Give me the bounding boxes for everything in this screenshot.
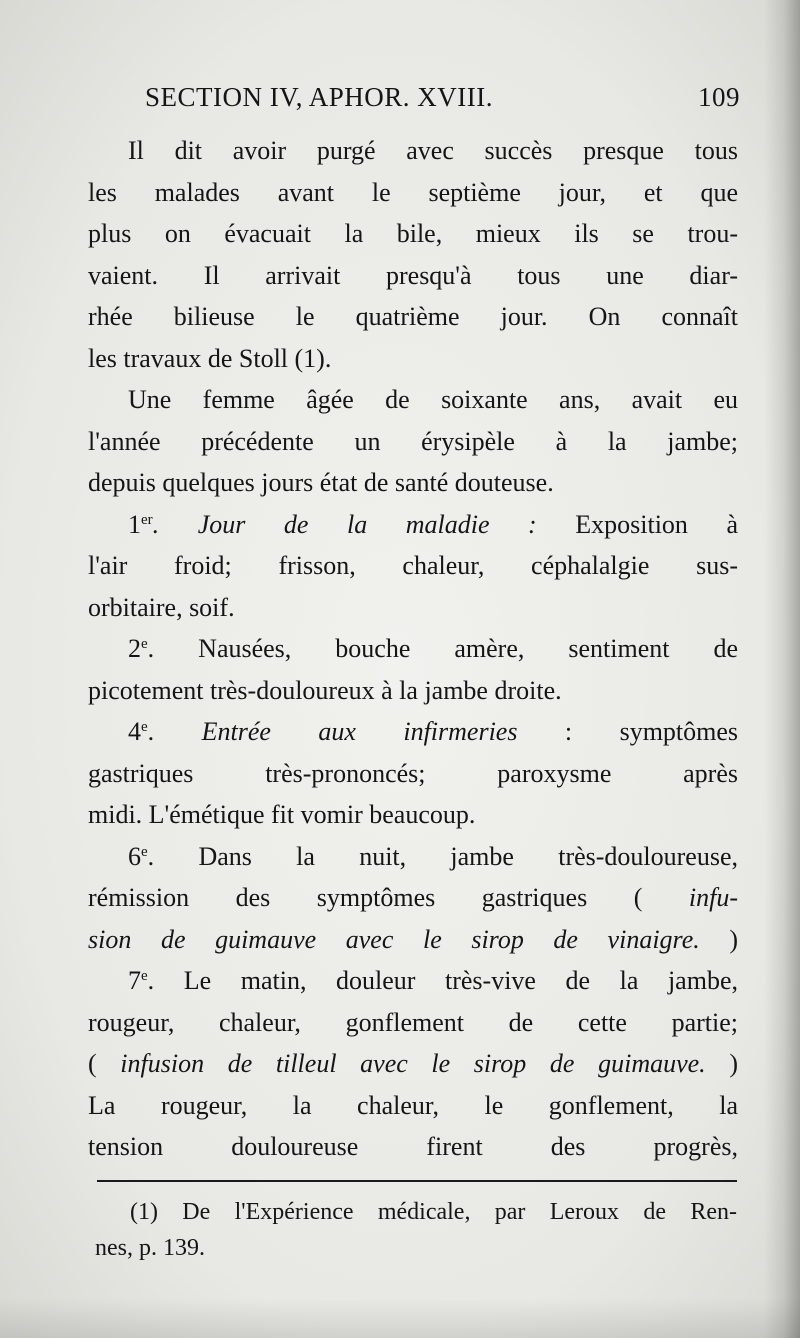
text-line: Une femme âgée de soixante ans, avait eu: [128, 385, 738, 414]
text-line: 1er. Jour de la maladie : Exposition à: [128, 509, 738, 539]
text-line: rhée bilieuse le quatrième jour. On connaît: [88, 302, 738, 331]
page-edge-shadow: [764, 0, 800, 1338]
text-line: les travaux de Stoll (1).: [88, 343, 332, 373]
text-line: sion de guimauve avec le sirop de vinaigre. ): [88, 924, 739, 954]
text-line: plus on évacuait la bile, mieux ils se trou-: [88, 219, 738, 248]
running-head-title: SECTION IV, APHOR. XVIII.: [145, 82, 494, 112]
footnote-separator: [97, 1180, 737, 1182]
text-line: ( infusion de tilleul avec le sirop de guimauve. ): [88, 1049, 738, 1078]
text-line: La rougeur, la chaleur, le gonflement, la: [88, 1090, 738, 1120]
text-line: 2e. Nausées, bouche amère, sentiment de: [128, 634, 738, 663]
text-line: vaient. Il arrivait presqu'à tous une diar-: [88, 260, 738, 290]
text-line: 6e. Dans la nuit, jambe très-douloureuse,: [128, 841, 738, 871]
text-line: l'air froid; frisson, chaleur, céphalalgie sus-: [88, 551, 738, 580]
text-line: picotement très-douloureux à la jambe droite.: [88, 675, 562, 705]
footnote-line: (1) De l'Expérience médicale, par Leroux de Ren-: [130, 1199, 737, 1225]
text-line: gastriques très-prononcés; paroxysme après: [88, 758, 738, 788]
text-line: depuis quelques jours état de santé douteuse.: [88, 468, 554, 497]
text-line: rémission des symptômes gastriques ( infu-: [88, 883, 739, 912]
text-line: midi. L'émétique fit vomir beaucoup.: [88, 800, 476, 829]
body-text: [88, 130, 738, 1168]
footnote: [95, 1194, 737, 1266]
footnote-line: nes, p. 139.: [95, 1235, 205, 1261]
page-number: 109: [698, 82, 740, 112]
text-line: Il dit avoir purgé avec succès presque tous: [128, 136, 738, 165]
text-line: orbitaire, soif.: [88, 592, 235, 622]
text-line: tension douloureuse firent des progrès,: [88, 1132, 738, 1161]
text-line: 7e. Le matin, douleur très-vive de la jambe,: [128, 966, 738, 995]
running-header: [145, 82, 740, 122]
text-line: 4e. Entrée aux infirmeries : symptômes: [128, 717, 739, 746]
text-line: rougeur, chaleur, gonflement de cette partie;: [88, 1007, 738, 1037]
page-bottom-shadow: [0, 1298, 800, 1338]
text-line: l'année précédente un érysipèle à la jambe;: [88, 426, 738, 456]
text-line: les malades avant le septième jour, et que: [88, 177, 738, 207]
